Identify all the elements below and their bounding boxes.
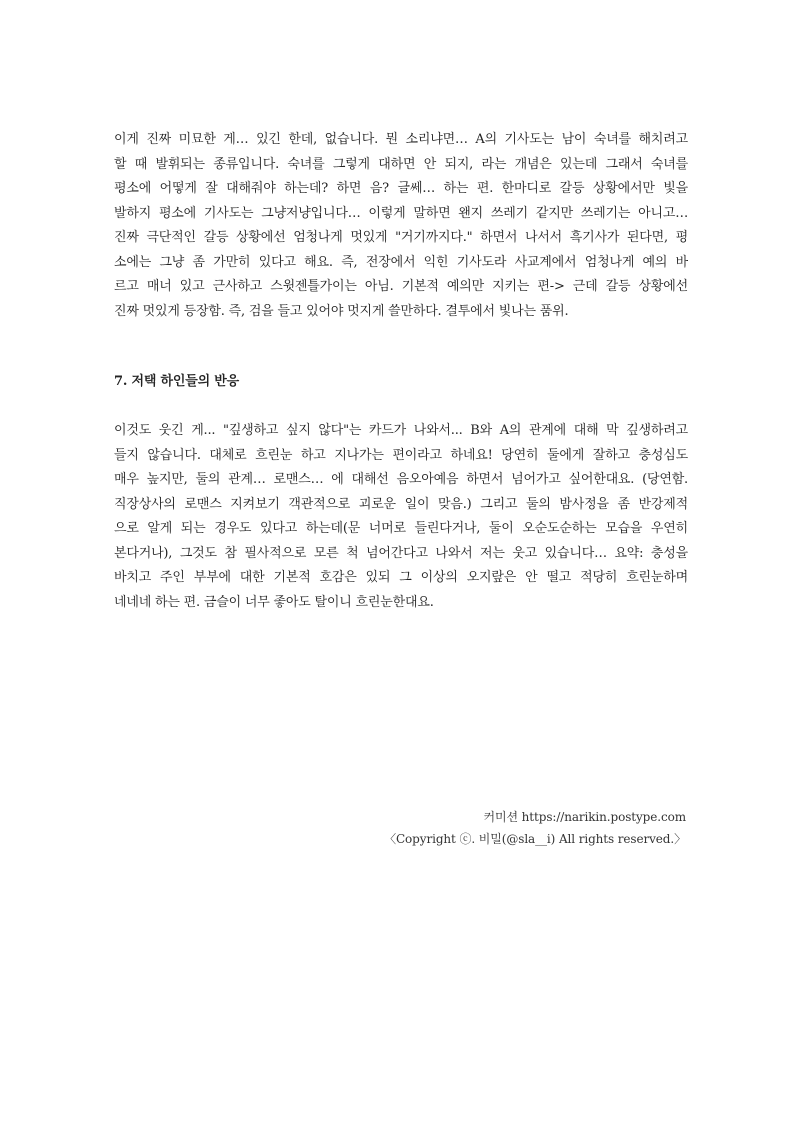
paragraph-line: 바치고 주인 부부에 대한 기본적 호감은 있되 그 이상의 오지랖은 안 떨고 적당히 흐린눈하며 xyxy=(114,570,688,585)
section-heading: 7. 저택 하인들의 반응 xyxy=(114,374,240,389)
paragraph-line: 진짜 극단적인 갈등 상황에선 엄청나게 멋있게 "거기까지다." 하면서 나서서 흑기사가 된다면, 평 xyxy=(114,230,688,245)
paragraph-line: 이것도 웃긴 게... "깊생하고 싶지 않다"는 카드가 나와서... B와 A의 관계에 대해 막 깊생하려고 xyxy=(114,423,688,438)
paragraph-line: 으로 알게 되는 경우도 있다고 하는데(문 너머로 들린다거나, 둘이 오순도순하는 모습을 우연히 xyxy=(114,521,688,536)
body-paragraph-servants xyxy=(114,419,688,615)
body-paragraph-knighthood xyxy=(114,128,688,324)
paragraph-line: 매우 높지만, 둘의 관계… 로맨스… 에 대해선 음오아예음 하면서 넘어가고 싶어한대요. (당연함. xyxy=(114,472,688,487)
paragraph-line: 발하지 평소에 기사도는 그냥저냥입니다… 이렇게 말하면 왠지 쓰레기 같지만 쓰레기는 아니고… xyxy=(114,205,688,221)
footer-copyright: 〈Copyright ⓒ. 비밀(@sla__i) All rights reserved.〉 xyxy=(384,832,686,846)
paragraph-line: 들지 않습니다. 대체로 흐린눈 하고 지나가는 편이라고 하네요! 당연히 둘에게 잘하고 충성심도 xyxy=(114,447,688,463)
paragraph-line: 평소에 어떻게 잘 대해줘야 하는데? 하면 음? 글쎄… 하는 편. 한마디로 갈등 상황에서만 빛을 xyxy=(114,181,688,196)
paragraph-line: 할 때 발휘되는 종류입니다. 숙녀를 그렇게 대하면 안 되지, 라는 개념은 있는데 그래서 숙녀를 xyxy=(114,156,688,172)
paragraph-line: 진짜 멋있게 등장함. 즉, 검을 들고 있어야 멋지게 쓸만하다. 결투에서 빛나는 품위. xyxy=(114,303,569,319)
paragraph-line: 본다거나), 그것도 참 필사적으로 모른 척 넘어간다고 나와서 저는 웃고 있습니다… 요약: 충성을 xyxy=(114,545,688,561)
paragraph-line: 네네네 하는 편. 금슬이 너무 좋아도 탈이니 흐린눈한대요. xyxy=(114,594,434,610)
paragraph-line: 이게 진짜 미묘한 게… 있긴 한데, 없습니다. 뭔 소리냐면… A의 기사도는 남이 숙녀를 해치려고 xyxy=(114,132,688,147)
paragraph-line: 직장상사의 로맨스 지켜보기 객관적으로 괴로운 일이 맞음.) 그리고 둘의 밤사정을 좀 반강제적 xyxy=(114,496,688,512)
paragraph-line: 르고 매너 있고 근사하고 스윗젠틀가이는 아님. 기본적 예의만 지키는 편-> 근데 갈등 상황에선 xyxy=(114,279,688,294)
footer-commission-link: 커미션 https://narikin.postype.com xyxy=(483,810,686,824)
paragraph-line: 소에는 그냥 좀 가만히 있다고 해요. 즉, 전장에서 익힌 기사도라 사교계에서 엄청나게 예의 바 xyxy=(114,254,688,270)
